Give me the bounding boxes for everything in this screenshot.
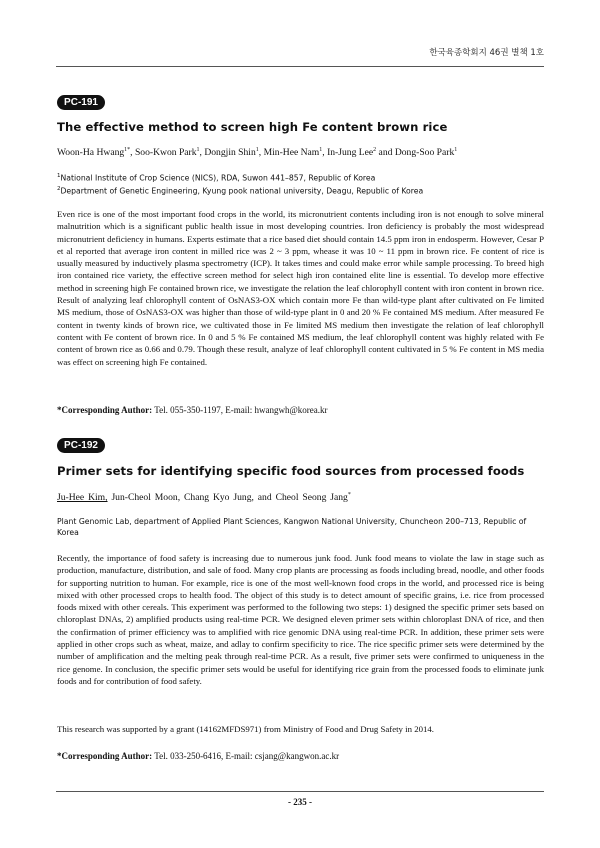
author-name: Chang Kyo Jung, (184, 492, 254, 504)
author-mark: 1 (196, 147, 200, 153)
funding-note: This research was supported by a grant (14162MFDS971) from Ministry of Food and Drug Safety in 2014. (57, 724, 434, 734)
author-name: Woon-Ha Hwang (57, 147, 125, 159)
author-name: Soo-Kwon Park (134, 147, 197, 159)
affiliation-list (57, 171, 544, 196)
author-name: Dong-Soo Park (394, 147, 455, 159)
author-mark: * (347, 492, 351, 498)
page-number: - 235 - (288, 797, 312, 807)
abstract-title: The effective method to screen high Fe content brown rice (57, 120, 448, 134)
affiliation-mark: 2 (57, 185, 61, 192)
author-list: Woon-Ha Hwang$^{1*}$, Soo-Kwon Park$^1$, Dongjin Shin$^1$, Min-Hee Nam$^1$, In-Jung Lee$^2$ and Dong-Soo Park$^1$ (57, 147, 458, 159)
affiliation-mark: 1 (57, 173, 61, 179)
author-name: Jun-Cheol Moon, (111, 492, 181, 504)
author-name: Dongjin Shin (204, 147, 256, 159)
corresponding-contact: Tel. 055-350-1197, E-mail: hwangwh@korea.kr (154, 405, 328, 415)
author-name: Ju-Hee Kim, (57, 492, 108, 504)
author-list (57, 492, 544, 503)
abstract-code-badge: PC-192 (57, 438, 105, 453)
author-mark: 1* (124, 147, 131, 153)
author-mark: 1 (319, 147, 323, 153)
corresponding-author (57, 405, 544, 415)
header-rule (56, 66, 544, 67)
affiliation: Plant Genomic Lab, department of Applied Plant Sciences, Kangwon National University, Chuncheon 200–713, Republic of Korea (57, 517, 527, 537)
affiliation: $^2$Department of Genetic Engineering, Kyung pook national university, Deagu, Republic of Korea (57, 185, 424, 196)
author-mark: 2 (373, 147, 377, 153)
author-name: In-Jung Lee (327, 147, 374, 159)
author-mark: 1 (454, 147, 458, 153)
author-name: Cheol Seong Jang (275, 492, 348, 504)
corresponding-contact: Tel. 033-250-6416, E-mail: csjang@kangwon.ac.kr (154, 751, 340, 761)
journal-header: 한국육종학회지 46권 별책 1호 (429, 48, 544, 58)
abstract-title: Primer sets for identifying specific food sources from processed foods (57, 464, 525, 478)
corresponding-label: *Corresponding Author: (57, 405, 153, 415)
abstract-body: Recently, the importance of food safety is increasing due to numerous junk food. Junk food means to violate the law in stage such as production, manufacture, distribution, and sale of food. Many crop plants are processing as foods including bread, noodle, and other foods for supporting nutrition to human. For example, rice is one of the most well-known food crops in the world, and processed rice is being mixed with other processed crops to health food. The object of this study is to detect amount of specific grains, i.e. rice from processed foods mixed with other cereals. This experiment was performed to the following two steps: 1) designed the specific primer sets based on chloroplast DNAs, 2) amplified products using real-time PCR. We designed eleven primer sets within chloroplast DNA of rice, and then the confirmation of primer efficiency was to amplified with rice genomic DNA using real-time PCR. In addition, these primer sets were applied in other crops such as wheat, maize, and adlay to confirm specificity to rice. The rice specific primer sets were determined by the number of amplification and the melting peak through real-time PCR. As a result, five primer sets were confirmed to uniqueness in the rice genome. In conclusion, the specific primer sets would be useful for identifying rice grain from the processed foods to eliminate junk foods and for contribution of food safety. (57, 553, 544, 686)
footer-rule (56, 791, 544, 792)
corresponding-label: *Corresponding Author: (57, 751, 153, 761)
affiliation: $^1$National Institute of Crop Science (NICS), RDA, Suwon 441–857, Republic of Korea (57, 173, 376, 183)
corresponding-author (57, 751, 544, 761)
abstract-body: Even rice is one of the most important food crops in the world, its micronutrient contents including iron is not enough to solve mineral malnutrition which is a significant public health issue in most developing countries. Iron deficiency is probably the most widespread micronutrient deficiency in humans. Experts estimate that a rice based diet should contain 14.5 ppm iron in endosperm. However, Cesar P et al reported that average iron content in milled rice was 2 ~ 3 ppm, whease it was 10 ~ 11 ppm in brown rice. Fe content of rice is usually measured by inductively plasma spectrometry (ICP). It takes times and could make error while sample processing. To breed high iron contained rice variety, the effective screen method for select high iron contained elite line is essential. To develop more effective method in screening high Fe contained brown rice, we investigate the relation the leaf chlorophyll content with iron content in brown rice. Result of analyzing leaf chlorophyll content of OsNAS3-OX which contain more Fe than wild-type plant after cultivated on Fe limited MS medium, those of OsNAS3-OX was higher than those of wild-type plant in 0 and 20 % Fe contained MS medium. After measured Fe content in twenty kinds of brown rice, we cultivated those in Fe limited MS medium then investigate the relation of leaf chlorophyll content with Fe content of brown rice. In 0 and 5 % Fe contained MS medium, the leaf chlorophyll content was highly related with Fe content of brown rice as 0.66 and 0.79. Though these result, analyze of leaf chlorophyll content cultivated in 5 % Fe content in MS media was effect on screening high Fe contained. (57, 209, 544, 367)
abstract-code-badge: PC-191 (57, 95, 105, 110)
author-mark: 1 (255, 147, 259, 153)
author-conjunction: and (257, 492, 272, 504)
author-name: Min-Hee Nam (263, 147, 320, 159)
